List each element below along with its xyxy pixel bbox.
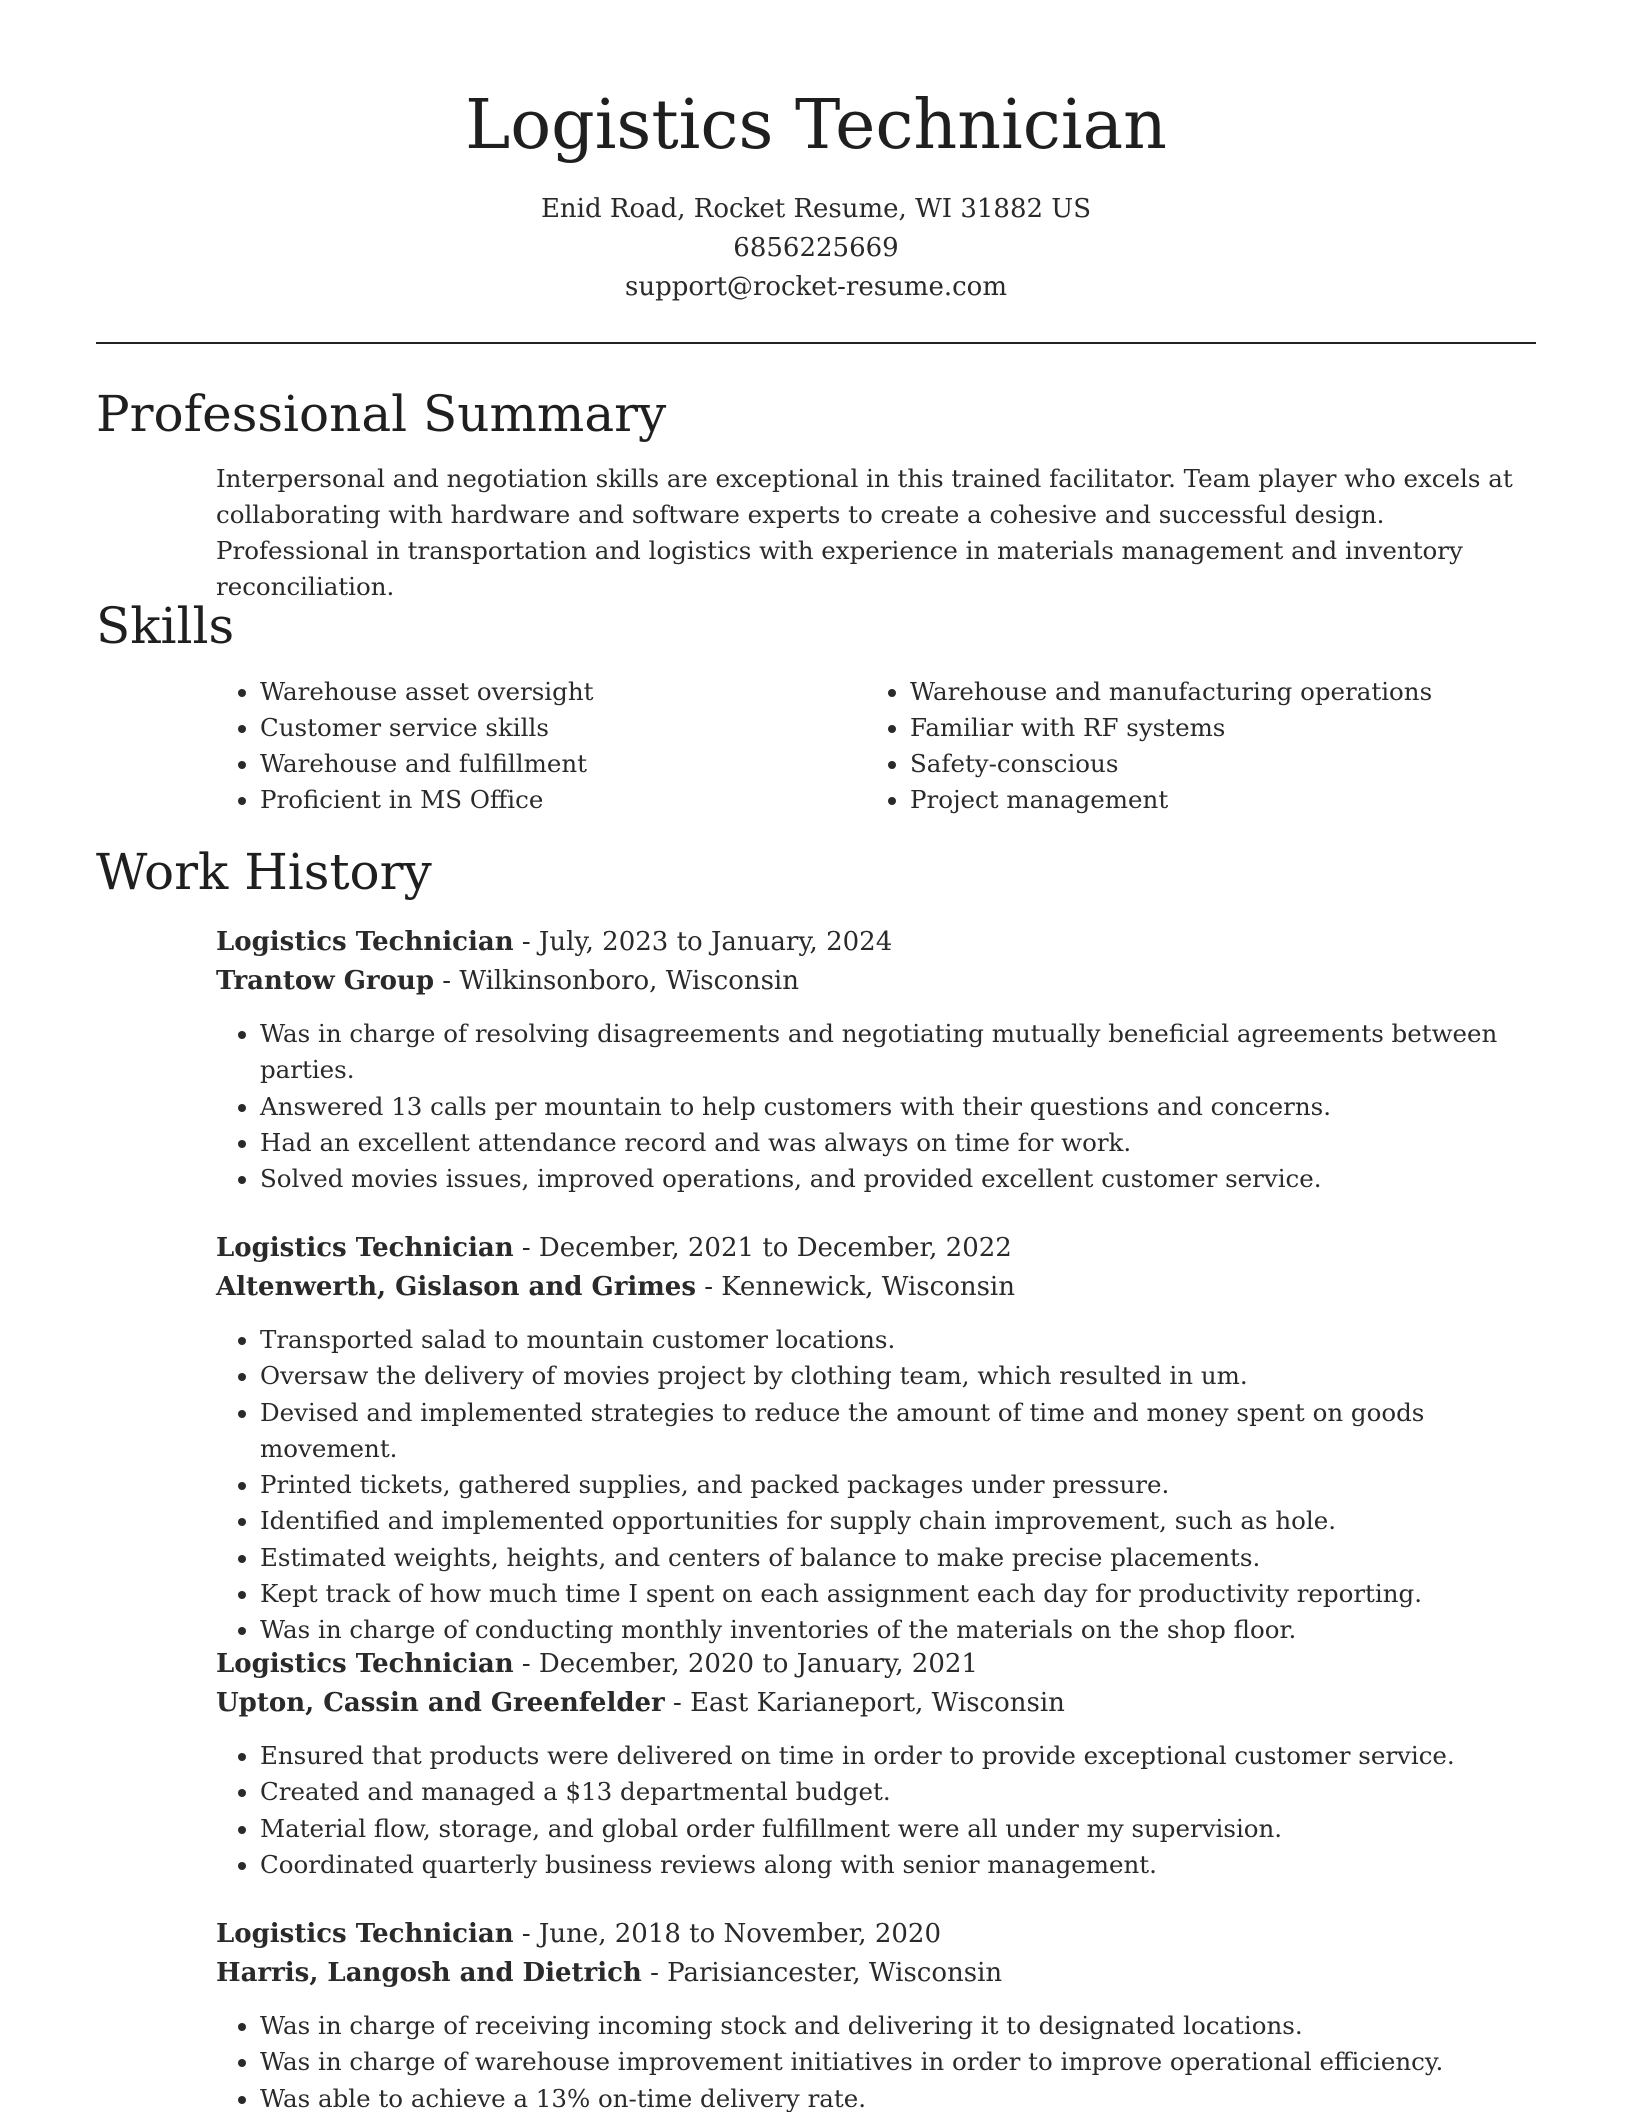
job-company-line <box>216 1268 1536 1306</box>
job-bullet: • Created and managed a $13 departmental budget. <box>260 1774 1536 1810</box>
job-company: Upton, Cassin and Greenfelder <box>216 1688 665 1718</box>
job-bullet: • Was in charge of receiving incoming stock and delivering it to designated locations. <box>260 2008 1536 2044</box>
skills-list <box>216 674 1536 818</box>
work-history-heading: Work History <box>96 843 432 901</box>
job-company-line <box>216 962 1536 1000</box>
skill-item: • Warehouse asset oversight <box>260 674 866 710</box>
job-bullet: • Answered 13 calls per mountain to help customers with their questions and concerns. <box>260 1089 1536 1125</box>
job-company: Harris, Langosh and Dietrich <box>216 1958 642 1988</box>
job-company-line <box>216 1954 1536 1992</box>
job-bullet: • Ensured that products were delivered on time in order to provide exceptional customer service. <box>260 1738 1536 1774</box>
job-role: Logistics Technician <box>216 927 514 957</box>
job-location: - Kennewick, Wisconsin <box>695 1272 1015 1302</box>
job-entry <box>216 1228 1536 1649</box>
summary-heading: Professional Summary <box>96 385 667 443</box>
job-bullets <box>216 1738 1536 1883</box>
job-title-line <box>216 1228 1536 1268</box>
job-title-line <box>216 1914 1536 1954</box>
job-bullet: • Estimated weights, heights, and centers of balance to make precise placements. <box>260 1540 1536 1576</box>
job-bullet: • Kept track of how much time I spent on each assignment each day for productivity reporting. <box>260 1576 1536 1612</box>
candidate-name: Logistics Technician <box>465 86 1167 165</box>
job-bullets <box>216 1016 1536 1197</box>
job-dates: - December, 2020 to January, 2021 <box>513 1649 978 1679</box>
job-bullet: • Was in charge of warehouse improvement initiatives in order to improve operational efficiency. <box>260 2044 1536 2080</box>
job-dates: - July, 2023 to January, 2024 <box>513 927 893 957</box>
job-dates: - December, 2021 to December, 2022 <box>513 1233 1012 1263</box>
contact-block <box>0 190 1632 307</box>
header-divider <box>96 342 1536 344</box>
skill-item: • Proficient in MS Office <box>260 782 866 818</box>
job-company-line <box>216 1684 1536 1722</box>
skills-heading: Skills <box>96 597 235 655</box>
contact-phone: 6856225669 <box>733 233 899 263</box>
job-bullet: • Material flow, storage, and global order fulfillment were all under my supervision. <box>260 1811 1536 1847</box>
summary-text: Interpersonal and negotiation skills are exceptional in this trained facilitator. Team player who excels at collaborating with hardware and software experts to create a cohesive and successful design. Professional in transportation and logistics with experience in materials management and inventory reconciliation. <box>216 464 1513 601</box>
job-bullet: • Transported salad to mountain customer locations. <box>260 1322 1536 1358</box>
skill-item: • Project management <box>910 782 1516 818</box>
contact-email: support@rocket-resume.com <box>624 272 1007 302</box>
job-bullet: • Was in charge of resolving disagreements and negotiating mutually beneficial agreements between parties. <box>260 1016 1536 1089</box>
job-bullet: • Coordinated quarterly business reviews along with senior management. <box>260 1847 1536 1883</box>
job-location: - Wilkinsonboro, Wisconsin <box>434 966 799 996</box>
job-bullet: • Printed tickets, gathered supplies, and packed packages under pressure. <box>260 1467 1536 1503</box>
job-bullet: • Had an excellent attendance record and was always on time for work. <box>260 1125 1536 1161</box>
job-bullet: • Was in charge of conducting monthly inventories of the materials on the shop floor. <box>260 1612 1536 1648</box>
job-bullet: • Was able to achieve a 13% on-time delivery rate. <box>260 2081 1536 2112</box>
skill-item: • Customer service skills <box>260 710 866 746</box>
job-bullet: • Identified and implemented opportunities for supply chain improvement, such as hole. <box>260 1503 1536 1539</box>
job-location: - Parisiancester, Wisconsin <box>641 1958 1003 1988</box>
job-dates: - June, 2018 to November, 2020 <box>513 1919 941 1949</box>
job-entry <box>216 922 1536 1197</box>
job-bullet: • Solved movies issues, improved operations, and provided excellent customer service. <box>260 1161 1536 1197</box>
job-role: Logistics Technician <box>216 1649 514 1679</box>
job-company: Trantow Group <box>216 966 435 996</box>
job-title-line <box>216 1644 1536 1684</box>
job-company: Altenwerth, Gislason and Grimes <box>216 1272 696 1302</box>
skill-item: • Warehouse and manufacturing operations <box>910 674 1516 710</box>
skill-item: • Warehouse and fulfillment <box>260 746 866 782</box>
skills-column-left <box>216 674 866 818</box>
resume-header <box>0 0 1632 307</box>
job-bullet: • Oversaw the delivery of movies project by clothing team, which resulted in um. <box>260 1358 1536 1394</box>
job-title-line <box>216 922 1536 962</box>
job-entry <box>216 1644 1536 1883</box>
job-role: Logistics Technician <box>216 1919 514 1949</box>
job-role: Logistics Technician <box>216 1233 514 1263</box>
job-entry <box>216 1914 1536 2112</box>
job-bullet: • Devised and implemented strategies to reduce the amount of time and money spent on goods movement. <box>260 1395 1536 1468</box>
job-bullets <box>216 1322 1536 1649</box>
skill-item: • Familiar with RF systems <box>910 710 1516 746</box>
skills-column-right <box>866 674 1516 818</box>
job-bullets <box>216 2008 1536 2112</box>
skill-item: • Safety-conscious <box>910 746 1516 782</box>
contact-address: Enid Road, Rocket Resume, WI 31882 US <box>540 194 1092 224</box>
job-location: - East Karianeport, Wisconsin <box>664 1688 1065 1718</box>
